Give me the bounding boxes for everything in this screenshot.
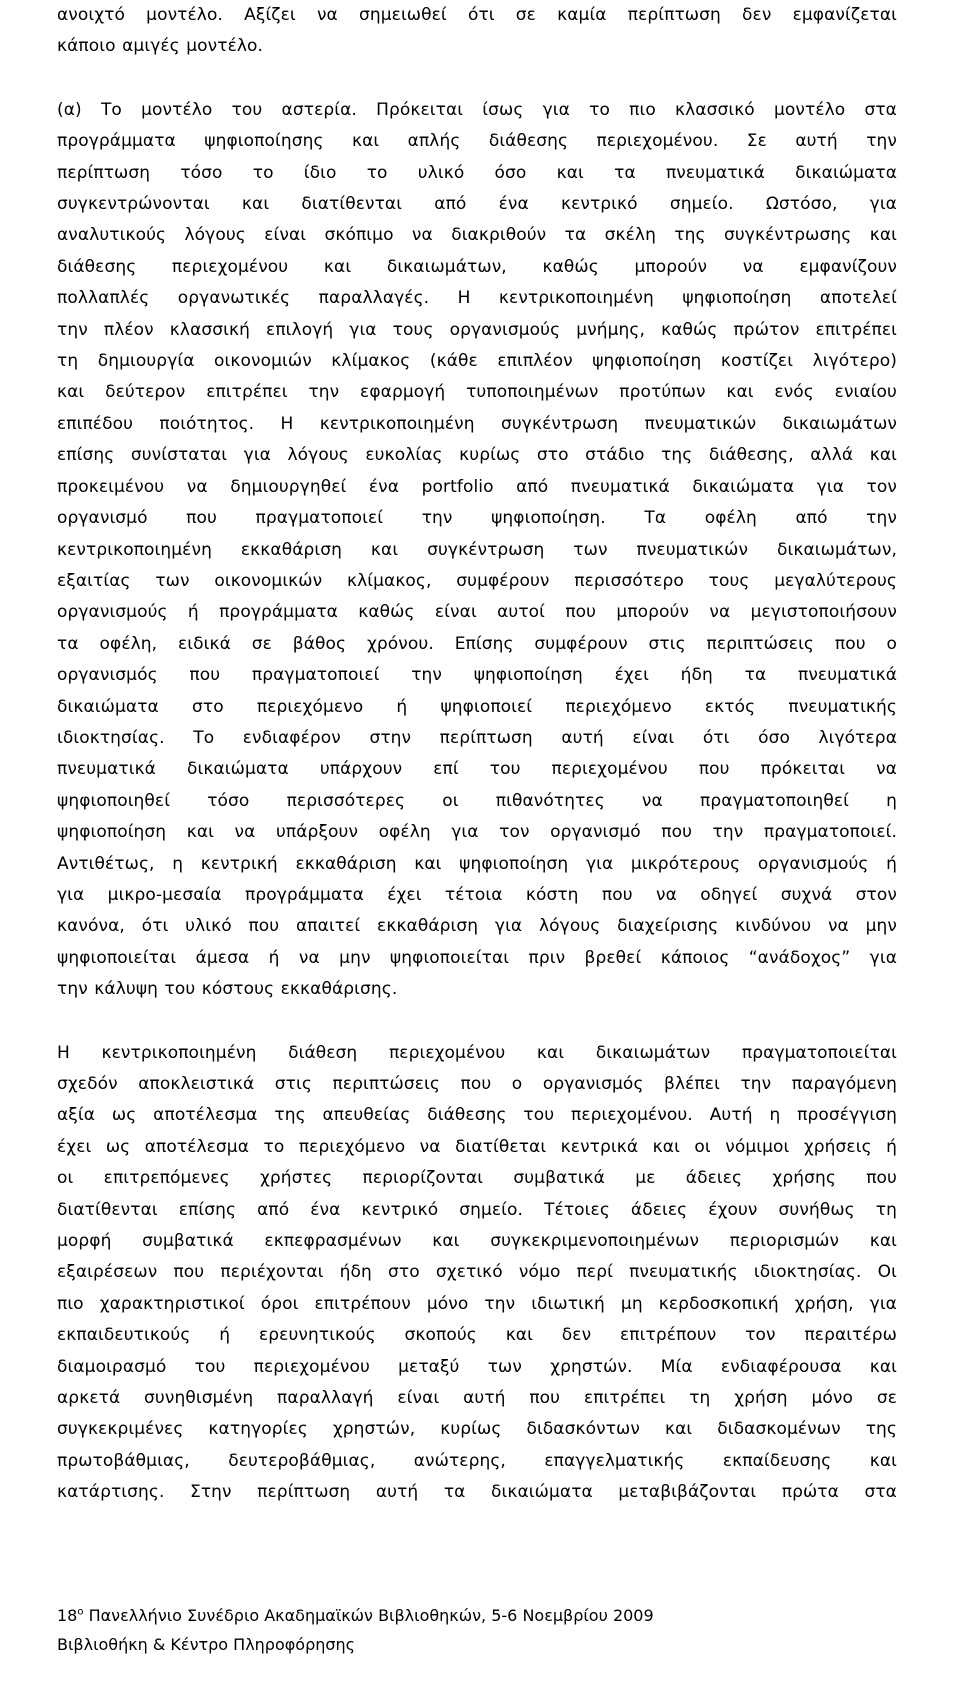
text-line: αναλυτικούς λόγους είναι σκόπιμο να διακριθούν τα σκέλη της συγκέντρωσης και xyxy=(57,225,897,246)
text-line: για μικρο-μεσαία προγράμματα έχει τέτοια κόστη που να οδηγεί συχνά στον xyxy=(57,884,897,905)
text-line: εξαιρέσεων που περιέχονται ήδη στο σχετικό νόμο περί πνευματικής ιδιοκτησίας. Οι xyxy=(57,1262,897,1283)
text-line: προκειμένου να δημιουργηθεί ένα portfolio από πνευματικά δικαιώματα για τον xyxy=(57,476,897,497)
text-line: πρωτοβάθμιας, δευτεροβάθμιας, ανώτερης, επαγγελματικής εκπαίδευσης και xyxy=(57,1450,897,1471)
footer-organization-line: Βιβλιοθήκη & Κέντρο Πληροφόρησης xyxy=(57,1635,356,1654)
text-line: ανοιχτό μοντέλο. Αξίζει να σημειωθεί ότι σε καμία περίπτωση δεν εμφανίζεται xyxy=(57,5,897,25)
page-footer xyxy=(57,1601,897,1659)
text-line: ψηφιοποιείται άμεσα ή να μην ψηφιοποιείται πριν βρεθεί κάποιος “ανάδοχος” για xyxy=(57,947,897,968)
text-line: διάθεσης περιεχομένου και δικαιωμάτων, καθώς μπορούν να εμφανίζουν xyxy=(57,256,897,277)
text-line: σχεδόν αποκλειστικά στις περιπτώσεις που ο οργανισμός βλέπει την παραγόμενη xyxy=(57,1074,897,1094)
text-line: οργανισμό που πραγματοποιεί την ψηφιοποίηση. Τα οφέλη από την xyxy=(57,508,897,529)
text-line: κανόνα, ότι υλικό που απαιτεί εκκαθάριση για λόγους διαχείρισης κινδύνου να μην xyxy=(57,916,897,937)
text-line: κεντρικοποιημένη εκκαθάριση και συγκέντρωση των πνευματικών δικαιωμάτων, xyxy=(57,539,897,560)
text-line: μορφή συμβατικά εκπεφρασμένων και συγκεκριμενοποιημένων περιορισμών και xyxy=(57,1231,897,1252)
text-line: ψηφιοποίηση και να υπάρξουν οφέλη για τον οργανισμό που την πραγματοποιεί. xyxy=(57,822,897,843)
footer-ordinal-superscript: ο xyxy=(77,1606,84,1618)
text-line: τη δημιουργία οικονομιών κλίμακος (κάθε επιπλέον ψηφιοποίηση κοστίζει λιγότερο) xyxy=(57,351,897,372)
footer-conference-line xyxy=(57,1601,897,1630)
text-line: περίπτωση τόσο το ίδιο το υλικό όσο και τα πνευματικά δικαιώματα xyxy=(57,162,897,183)
text-line: διατίθενται επίσης από ένα κεντρικό σημείο. Τέτοιες άδειες έχουν συνήθως τη xyxy=(57,1199,897,1220)
text-line: συγκεντρώνονται και διατίθενται από ένα κεντρικό σημείο. Ωστόσο, για xyxy=(57,194,897,215)
text-line: αξία ως αποτέλεσμα της απευθείας διάθεσης του περιεχομένου. Αυτή η προσέγγιση xyxy=(57,1105,897,1126)
text-line: επίσης συνίσταται για λόγους ευκολίας κυρίως στο στάδιο της διάθεσης, αλλά και xyxy=(57,445,897,466)
footer-conference-title: Πανελλήνιο Συνέδριο Ακαδημαϊκών Βιβλιοθηκών, 5-6 Νοεμβρίου 2009 xyxy=(88,1606,654,1625)
text-line: (α) Το μοντέλο του αστερία. Πρόκειται ίσως για το πιο κλασσικό μοντέλο στα xyxy=(57,99,897,120)
body-text xyxy=(57,0,897,1509)
text-line: προγράμματα ψηφιοποίησης και απλής διάθεσης περιεχομένου. Σε αυτή την xyxy=(57,131,897,152)
paragraph-gap xyxy=(57,1006,897,1038)
paragraph-star-model xyxy=(57,95,897,1006)
text-line: οι επιτρεπόμενες χρήστες περιορίζονται συμβατικά με άδειες χρήσης που xyxy=(57,1168,897,1189)
text-line: εκπαιδευτικούς ή ερευνητικούς σκοπούς και δεν επιτρέπουν τον περαιτέρω xyxy=(57,1325,897,1346)
text-line: Αντιθέτως, η κεντρική εκκαθάριση και ψηφιοποίηση για μικρότερους οργανισμούς ή xyxy=(57,853,897,874)
text-line: δικαιώματα στο περιεχόμενο ή ψηφιοποιεί περιεχόμενο εκτός πνευματικής xyxy=(57,696,897,717)
text-line: ψηφιοποιηθεί τόσο περισσότερες οι πιθανότητες να πραγματοποιηθεί η xyxy=(57,790,897,811)
text-line: πνευματικά δικαιώματα υπάρχουν επί του περιεχομένου που πρόκειται να xyxy=(57,759,897,780)
text-line: και δεύτερον επιτρέπει την εφαρμογή τυποποιημένων προτύπων και ενός ενιαίου xyxy=(57,382,897,403)
text-line: κατάρτισης. Στην περίπτωση αυτή τα δικαιώματα μεταβιβάζονται πρώτα στα xyxy=(57,1482,897,1503)
text-line: αρκετά συνηθισμένη παραλλαγή είναι αυτή που επιτρέπει τη χρήση μόνο σε xyxy=(57,1388,897,1409)
text-line: τα οφέλη, ειδικά σε βάθος χρόνου. Επίσης συμφέρουν στις περιπτώσεις που ο xyxy=(57,633,897,654)
paragraph-centralized-distribution xyxy=(57,1038,897,1509)
text-line: εξαιτίας των οικονομικών κλίμακος, συμφέρουν περισσότερο τους μεγαλύτερους xyxy=(57,570,897,591)
text-line: συγκεκριμένες κατηγορίες χρηστών, κυρίως διδασκόντων και διδασκομένων της xyxy=(57,1419,897,1440)
text-line: Η κεντρικοποιημένη διάθεση περιεχομένου και δικαιωμάτων πραγματοποιείται xyxy=(57,1042,897,1063)
text-line: έχει ως αποτέλεσμα το περιεχόμενο να διατίθεται κεντρικά και οι νόμιμοι χρήσεις ή xyxy=(57,1136,897,1157)
text-line: διαμοιρασμό του περιεχομένου μεταξύ των χρηστών. Μία ενδιαφέρουσα και xyxy=(57,1356,897,1377)
text-line: κάποιο αμιγές μοντέλο. xyxy=(57,36,264,57)
paragraph-gap xyxy=(57,63,897,95)
paragraph-continuation xyxy=(57,0,897,63)
text-line: την πλέον κλασσική επιλογή για τους οργανισμούς μνήμης, καθώς πρώτον επιτρέπει xyxy=(57,319,897,340)
text-line: επιπέδου ποιότητος. Η κεντρικοποιημένη συγκέντρωση πνευματικών δικαιωμάτων xyxy=(57,413,897,434)
text-line: πολλαπλές οργανωτικές παραλλαγές. Η κεντρικοποιημένη ψηφιοποίηση αποτελεί xyxy=(57,288,897,309)
text-line: πιο χαρακτηριστικοί όροι επιτρέπουν μόνο την ιδιωτική μη κερδοσκοπική χρήση, για xyxy=(57,1293,897,1314)
text-line: την κάλυψη του κόστους εκκαθάρισης. xyxy=(57,979,398,1000)
text-line: οργανισμός που πραγματοποιεί την ψηφιοποίηση έχει ήδη τα πνευματικά xyxy=(57,665,897,686)
text-line: ιδιοκτησίας. Το ενδιαφέρον στην περίπτωση αυτή είναι ότι όσο λιγότερα xyxy=(57,727,897,748)
text-line: οργανισμούς ή προγράμματα καθώς είναι αυτοί που μπορούν να μεγιστοποιήσουν xyxy=(57,602,897,623)
footer-edition-number: 18 xyxy=(57,1606,78,1625)
